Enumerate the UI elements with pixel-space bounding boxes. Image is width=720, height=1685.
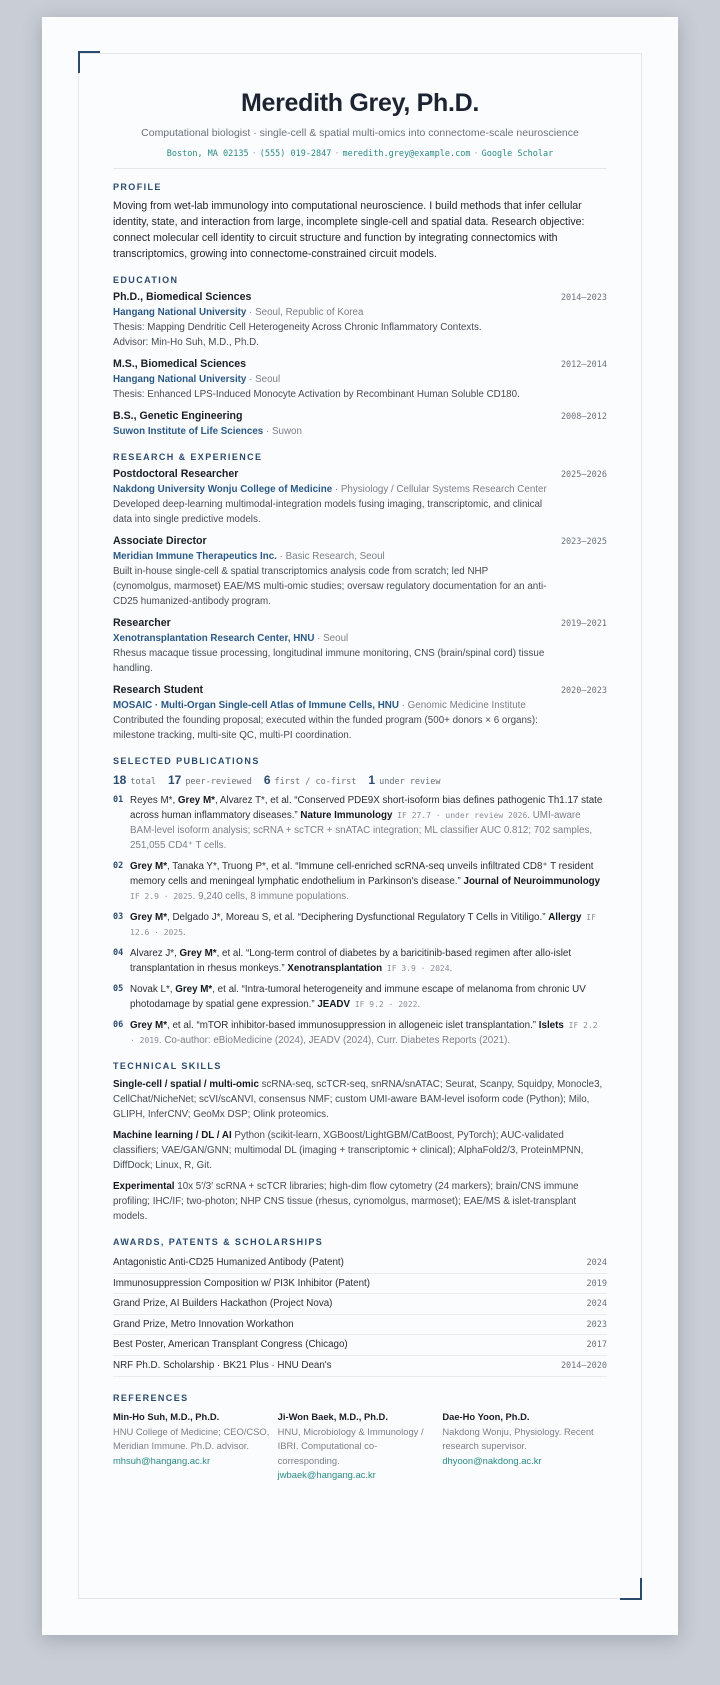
pub-authors: Novak L*, <box>130 984 176 995</box>
award-row <box>113 1274 607 1295</box>
entry-description: Rhesus macaque tissue processing, longitudinal immune monitoring, CNS (brain/spinal cord) tissue handling. <box>113 648 545 674</box>
award-name: Best Poster, American Transplant Congress (Chicago) <box>113 1339 348 1351</box>
contact-phone: (555) 019-2847 <box>259 149 332 159</box>
pub-self-author: Grey M* <box>175 984 213 995</box>
entry-institution: Xenotransplantation Research Center, HNU <box>113 633 315 644</box>
award-year: 2014–2020 <box>560 1360 607 1371</box>
pub-journal: Journal of Neuroimmunology <box>463 876 601 887</box>
skill-label: Experimental <box>113 1181 175 1192</box>
pub-title: “Long-term control of diabetes by a baricitinib-based regimen after allo-islet transplantation in rhesus monkeys.” <box>130 948 572 974</box>
entry-detail: Thesis: Mapping Dendritic Cell Heterogeneity Across Chronic Inflammatory Contexts. <box>113 322 482 333</box>
experience-entry <box>113 684 607 743</box>
pub-note: . <box>449 963 453 974</box>
pub-authors: Alvarez J*, <box>130 948 180 959</box>
award-row <box>113 1253 607 1274</box>
section-heading-references: REFERENCES <box>113 1392 189 1403</box>
pub-title: “Immune cell-enriched scRNA-seq unveils infiltrated CD8⁺ T resident memory cells and meningeal lymphatic endothelium in Parkinson's disease.” <box>130 861 594 887</box>
pub-meta: IF 3.9 · 2024 <box>382 964 450 973</box>
entry-description: Contributed the founding proposal; executed within the funded program (500+ donors × 6 organs): milestone tracking, multi-site QC, multi-PI coordination. <box>113 715 538 741</box>
education-entry <box>113 291 607 350</box>
skill-group <box>113 1179 607 1224</box>
stat-peer-label: peer-reviewed <box>185 777 252 787</box>
entry-date: 2020–2023 <box>560 686 607 696</box>
header-divider <box>113 168 607 169</box>
award-year: 2024 <box>586 1258 607 1268</box>
entry-title: Researcher <box>113 617 171 629</box>
skill-text: scRNA-seq, scTCR-seq, snRNA/snATAC; Seurat, Scanpy, Squidpy, Monocle3, CellChat/NicheNet; scVI/scANVI, consensus NMF; custom UMI-aware BAM-level isoform code (Python); Milo, GLIPH, InferCNV; GeoMx DSP; Olink proteomics. <box>113 1079 603 1120</box>
entry-institution: Hangang National University <box>113 374 247 385</box>
section-heading-awards: AWARDS, PATENTS & SCHOLARSHIPS <box>113 1237 324 1247</box>
entry-date: 2012–2014 <box>560 360 607 370</box>
experience-entry <box>113 535 607 609</box>
reference-card <box>442 1411 607 1483</box>
candidate-name: Meredith Grey, Ph.D. <box>240 89 480 117</box>
award-row <box>113 1356 607 1377</box>
section-heading-publications: SELECTED PUBLICATIONS <box>113 756 260 766</box>
pub-meta: IF 2.2 · 2019 <box>130 1021 598 1045</box>
entry-location: · Genomic Medicine Institute <box>398 700 526 711</box>
contact-line: Boston, MA 02135 · (555) 019-2847 · meredith.grey@example.com · Google Scholar <box>166 149 554 159</box>
entry-date: 2019–2021 <box>560 619 607 629</box>
award-year: 2019 <box>586 1278 607 1289</box>
pub-journal: Islets <box>538 1020 564 1031</box>
corner-mark-top-left <box>78 51 100 73</box>
award-name: NRF Ph.D. Scholarship · BK21 Plus · HNU Dean's <box>113 1359 332 1371</box>
pub-authors: , Tanaka Y*, Truong P*, et al. <box>167 861 296 872</box>
stat-first-count: 6 <box>263 773 271 787</box>
reference-name: Dae-Ho Yoon, Ph.D. <box>442 1410 530 1422</box>
stat-first-label: first / co-first <box>274 777 357 787</box>
section-heading-experience: RESEARCH & EXPERIENCE <box>113 452 263 462</box>
pub-note: . Co-author: eBioMedicine (2024), JEADV (2024), Curr. Diabetes Reports (2021). <box>158 1035 511 1046</box>
contact-location: Boston, MA 02135 <box>166 149 249 159</box>
reference-email-link[interactable]: jwbaek@hangang.ac.kr <box>277 1469 376 1481</box>
entry-location: · Physiology / Cellular Systems Research Center <box>332 484 547 495</box>
google-scholar-link[interactable]: Google Scholar <box>481 149 554 159</box>
publication-stats <box>113 773 607 787</box>
tagline: Computational biologist · single-cell & spatial multi-omics into connectome-scale neuroscience <box>141 127 579 139</box>
entry-institution: MOSAIC · Multi-Organ Single-cell Atlas of Immune Cells, HNU <box>113 700 399 711</box>
entry-title: M.S., Biomedical Sciences <box>113 358 247 370</box>
pub-self-author: Grey M* <box>179 948 217 959</box>
publication-number: 01 <box>113 795 124 805</box>
reference-description: HNU College of Medicine; CEO/CSO, Meridian Immune. Ph.D. advisor. <box>113 1425 270 1452</box>
pub-journal: JEADV <box>317 999 351 1010</box>
pub-authors: , et al. <box>167 1020 197 1031</box>
reference-name: Ji-Won Baek, M.D., Ph.D. <box>277 1410 388 1422</box>
pub-journal: Nature Immunology <box>300 810 393 821</box>
pub-note: . <box>417 999 421 1010</box>
pub-meta: IF 2.9 · 2025 <box>130 892 193 901</box>
skill-group <box>113 1128 607 1173</box>
skill-text: Python (scikit-learn, XGBoost/LightGBM/CatBoost, PyTorch); AUC-validated classifiers; VAE/GAN/GNN; multimodal DL (imaging + transcriptomic + clinical); AlphaFold2/3, ProteinMPNN, DiffDock; Linux, R, Git. <box>113 1130 584 1171</box>
publication-item <box>113 793 607 853</box>
pub-note: . <box>182 927 186 938</box>
reference-card <box>113 1411 278 1483</box>
award-year: 2017 <box>586 1340 607 1351</box>
pub-self-author: Grey M* <box>177 795 215 806</box>
publication-number: 02 <box>113 861 124 871</box>
pub-self-author: Grey M* <box>130 1020 168 1031</box>
awards-list <box>113 1253 607 1377</box>
publication-item <box>113 946 607 976</box>
pub-journal: Allergy <box>548 912 582 923</box>
award-name: Antagonistic Anti-CD25 Humanized Antibody (Patent) <box>113 1257 344 1268</box>
entry-institution: Hangang National University <box>113 307 247 318</box>
entry-title: Postdoctoral Researcher <box>113 468 239 480</box>
stat-peer-count: 17 <box>167 773 182 787</box>
entry-date: 2025–2026 <box>560 470 607 480</box>
entry-location: · Suwon <box>263 426 302 437</box>
award-row <box>113 1294 607 1315</box>
skill-label: Machine learning / DL / AI <box>113 1130 232 1141</box>
publication-number: 03 <box>113 912 124 922</box>
pub-journal: Xenotransplantation <box>287 963 383 974</box>
entry-title: Research Student <box>113 684 204 696</box>
section-heading-education: EDUCATION <box>113 275 179 285</box>
pub-authors: , Alvarez T*, et al. <box>214 795 295 806</box>
contact-email-link[interactable]: meredith.grey@example.com <box>342 149 471 159</box>
entry-institution: Meridian Immune Therapeutics Inc. <box>113 551 277 562</box>
skill-text: 10x 5′/3′ scRNA + scTCR libraries; high-dim flow cytometry (24 markers); brain/CNS immune profiling; IHC/IF; two-photon; NHP CNS tissue (rhesus, cynomolgus, marmoset); EAE/MS & islet-transplant models. <box>113 1181 579 1222</box>
experience-entry <box>113 617 607 676</box>
pub-authors: Reyes M*, <box>130 795 178 806</box>
pub-authors: , et al. <box>216 948 246 959</box>
entry-location: · Seoul, Republic of Korea <box>246 307 364 318</box>
award-name: Immunosuppression Composition w/ PI3K Inhibitor (Patent) <box>113 1277 371 1289</box>
entry-date: 2008–2012 <box>560 412 607 422</box>
resume-sheet <box>42 17 678 1635</box>
pub-meta: IF 9.2 · 2022 <box>350 1000 418 1009</box>
award-row <box>113 1315 607 1336</box>
pub-note: . 9,240 cells, 8 immune populations. <box>192 891 349 902</box>
reference-email-link[interactable]: dhyoon@nakdong.ac.kr <box>442 1454 542 1466</box>
award-name: Grand Prize, AI Builders Hackathon (Project Nova) <box>113 1298 333 1310</box>
resume-content <box>113 89 607 1483</box>
entry-description: Developed deep-learning multimodal-integration models fusing imaging, transcriptomic, and clinical data into single predictive models. <box>113 499 543 525</box>
section-heading-profile: PROFILE <box>113 182 162 192</box>
award-name: Grand Prize, Metro Innovation Workathon <box>113 1318 294 1330</box>
entry-location: · Seoul <box>314 633 349 644</box>
reference-name: Min-Ho Suh, M.D., Ph.D. <box>113 1410 220 1422</box>
entry-title: B.S., Genetic Engineering <box>113 410 243 422</box>
pub-authors: , et al. <box>212 984 242 995</box>
pub-title: “Conserved PDE9X short-isoform bias defines pathogenic Th1.17 state across human inflammatory diseases.” <box>130 795 603 821</box>
publication-item <box>113 982 607 1012</box>
stat-review-label: under review <box>379 777 441 787</box>
education-entry <box>113 358 607 402</box>
reference-description: Nakdong Wonju, Physiology. Recent research supervisor. <box>442 1425 594 1452</box>
profile-text: Moving from wet-lab immunology into computational neuroscience. I build methods that infer cellular identity, state, and interaction from large, incomplete single-cell and spatial data. Research objective: connect molecular cell identity to circuit structure and function by integrating connectomics with transcriptomics, growing into connectome-constrained circuit models. <box>113 200 585 260</box>
award-year: 2023 <box>586 1319 607 1330</box>
publication-item <box>113 910 607 940</box>
pub-meta: IF 27.7 · under review 2026 <box>392 811 528 820</box>
publication-number: 04 <box>113 948 124 958</box>
pub-meta: IF 12.6 · 2025 <box>130 913 596 937</box>
pub-note: . UMI-aware BAM-level isoform analysis; scRNA + scTCR + snATAC integration; ML classifier AUC 0.812; 702 samples, 251,055 CD4⁺ T cells. <box>130 810 593 851</box>
publication-number: 05 <box>113 984 124 994</box>
pub-title: “Deciphering Dysfunctional Regulatory T Cells in Vitiligo.” <box>297 912 549 923</box>
skill-group <box>113 1077 607 1122</box>
pub-self-author: Grey M* <box>130 912 168 923</box>
award-year: 2024 <box>586 1299 607 1310</box>
entry-title: Ph.D., Biomedical Sciences <box>113 291 252 303</box>
publication-item <box>113 1018 607 1048</box>
pub-title: “mTOR inhibitor-based immunosuppression in allogeneic islet transplantation.” <box>196 1020 539 1031</box>
pub-self-author: Grey M* <box>130 861 168 872</box>
entry-location: · Seoul <box>246 374 281 385</box>
award-row <box>113 1335 607 1356</box>
experience-entry <box>113 468 607 527</box>
reference-description: HNU, Microbiology & Immunology / IBRI. Computational co-corresponding. <box>277 1425 424 1466</box>
education-entry <box>113 410 607 439</box>
entry-description: Built in-house single-cell & spatial transcriptomics analysis code from scratch; led NHP (cynomolgus, marmoset) EAE/MS multi-omic studies; oversaw regulatory documentation for an anti-CD25 humanized-antibody program. <box>113 566 547 607</box>
entry-institution: Nakdong University Wonju College of Medicine <box>113 484 333 495</box>
reference-email-link[interactable]: mhsuh@hangang.ac.kr <box>113 1454 211 1466</box>
stat-total-count: 18 <box>113 773 127 787</box>
entry-location: · Basic Research, Seoul <box>276 551 385 562</box>
pub-title: “Intra-tumoral heterogeneity and immune escape of melanoma from chronic UV photodamage by spatial gene expression.” <box>130 984 586 1010</box>
stat-review-count: 1 <box>368 773 376 787</box>
entry-detail: Advisor: Min-Ho Suh, M.D., Ph.D. <box>113 337 259 348</box>
stat-total-label: total <box>130 777 156 787</box>
publication-number: 06 <box>113 1020 124 1030</box>
entry-detail: Thesis: Enhanced LPS-Induced Monocyte Activation by Recombinant Human Soluble CD180. <box>113 389 520 400</box>
entry-title: Associate Director <box>113 535 207 547</box>
pub-authors: , Delgado J*, Moreau S, et al. <box>167 912 298 923</box>
entry-institution: Suwon Institute of Life Sciences <box>113 426 264 437</box>
entry-date: 2023–2025 <box>560 537 607 547</box>
entry-date: 2014–2023 <box>560 293 607 303</box>
publication-item <box>113 859 607 904</box>
skill-label: Single-cell / spatial / multi-omic <box>113 1079 259 1090</box>
reference-card <box>278 1411 443 1483</box>
references-list <box>113 1411 607 1483</box>
corner-mark-bottom-right <box>620 1578 642 1600</box>
section-heading-skills: TECHNICAL SKILLS <box>113 1061 222 1071</box>
